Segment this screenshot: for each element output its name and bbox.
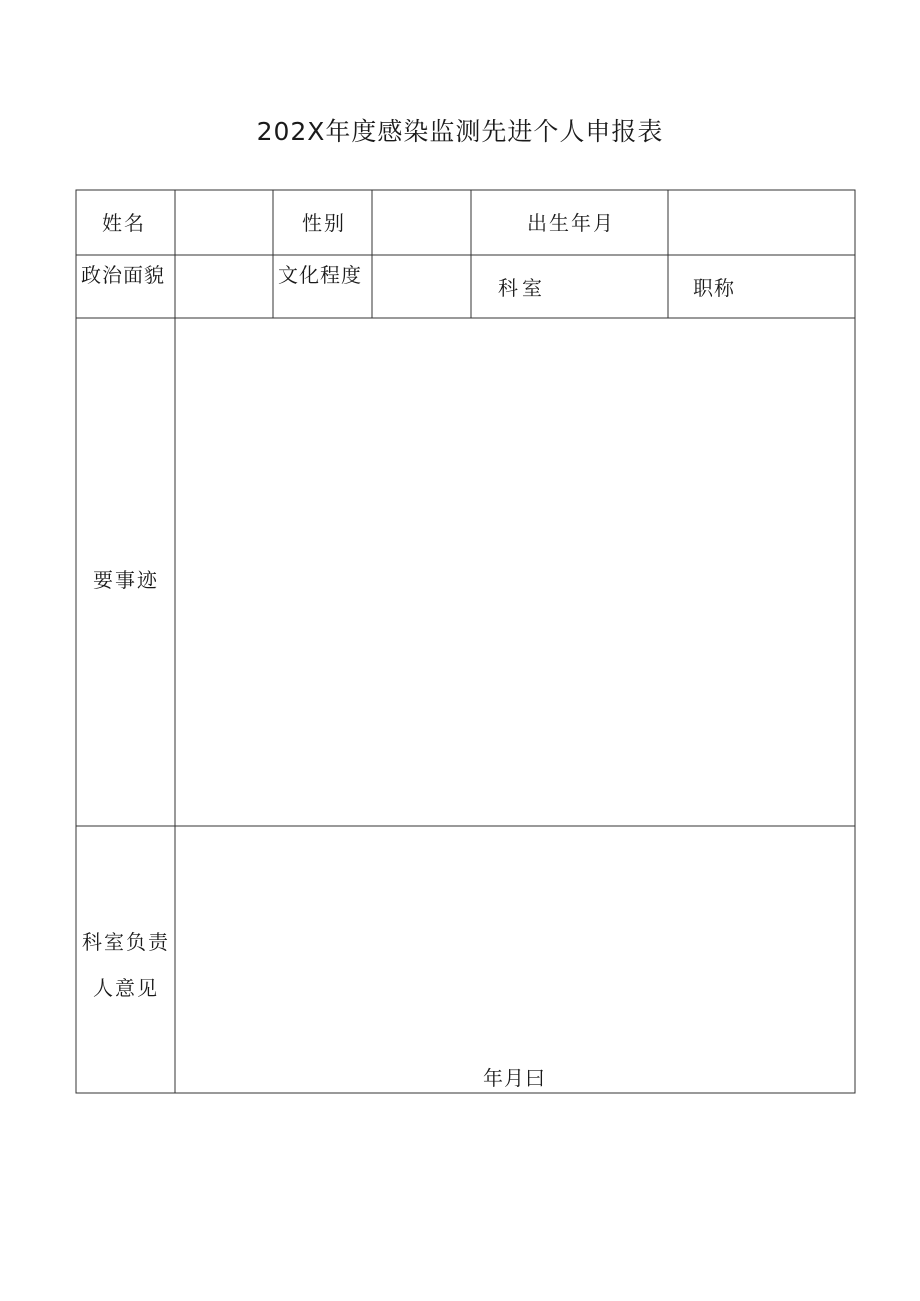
education-label: 文化程度 — [278, 263, 362, 287]
opinion-label-line2: 人意见 — [93, 976, 159, 1000]
political-status-label: 政治面貌 — [81, 263, 165, 287]
job-title-label: 职称 — [693, 276, 735, 300]
birth-date-label: 出生年月 — [527, 211, 615, 235]
name-label: 姓名 — [102, 211, 146, 235]
date-line: 年月曰 — [483, 1066, 546, 1090]
page-title: 202X年度感染监测先进个人申报表 — [256, 117, 664, 146]
political-status-field[interactable] — [176, 256, 272, 317]
birth-date-field[interactable] — [669, 191, 854, 254]
opinion-label-line1: 科室负责 — [82, 930, 170, 954]
gender-label: 性别 — [302, 211, 346, 235]
department-label: 科室 — [498, 276, 546, 300]
deeds-textarea[interactable] — [176, 319, 854, 825]
gender-field[interactable] — [373, 191, 470, 254]
education-field[interactable] — [373, 256, 470, 317]
job-title-field[interactable] — [745, 256, 854, 317]
name-field[interactable] — [176, 191, 272, 254]
department-head-opinion-label — [76, 919, 176, 1011]
deeds-label: 要事迹 — [93, 568, 159, 592]
department-head-opinion-textarea[interactable] — [176, 827, 854, 1057]
department-field[interactable] — [560, 256, 667, 317]
